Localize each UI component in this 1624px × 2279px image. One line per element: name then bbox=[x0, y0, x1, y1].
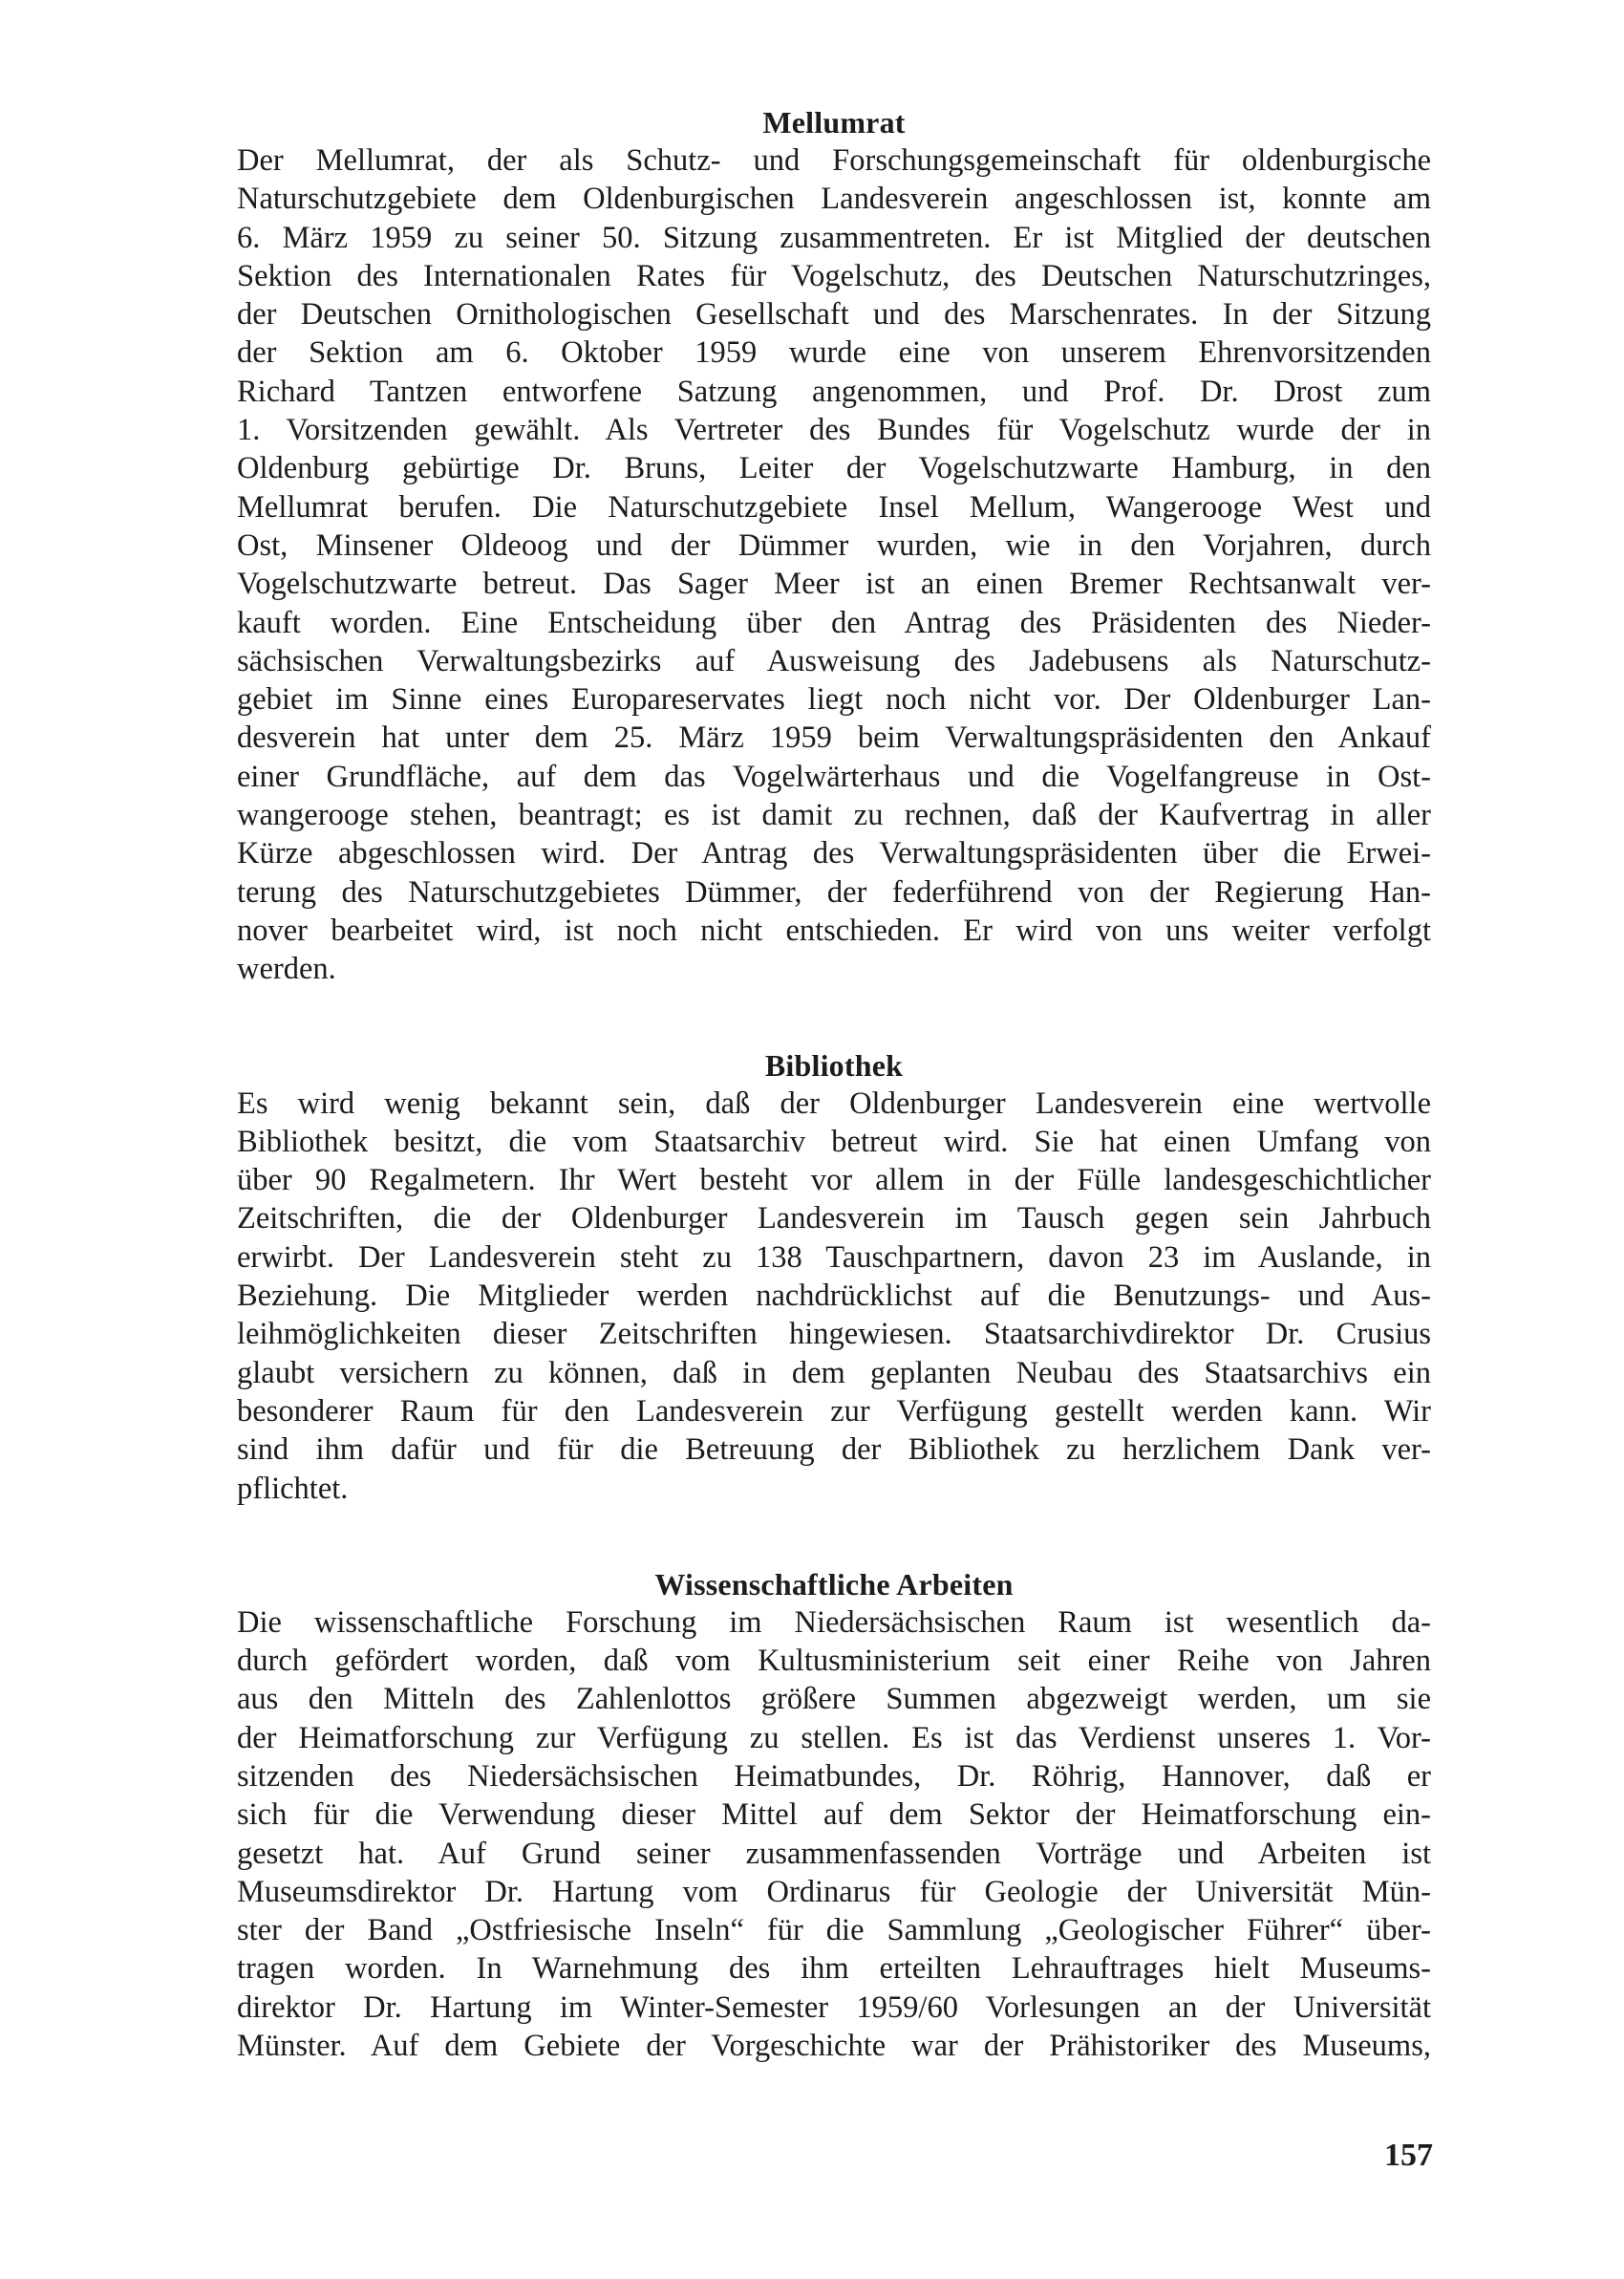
text-line: sächsischen Verwaltungsbezirks auf Ausweisung des Jadebusens als Naturschutz- bbox=[237, 643, 1431, 678]
text-line: leihmöglichkeiten dieser Zeitschriften hingewiesen. Staatsarchivdirektor Dr. Crusius bbox=[237, 1317, 1431, 1352]
text-line: der Deutschen Ornithologischen Gesellschaft und des Marschenrates. In der Sitzung bbox=[237, 297, 1431, 333]
text-line: durch gefördert worden, daß vom Kultusministerium seit einer Reihe von Jahren bbox=[237, 1644, 1431, 1679]
text-line: Kürze abgeschlossen wird. Der Antrag des Verwaltungspräsidenten über die Erwei- bbox=[237, 836, 1431, 871]
section-paragraph bbox=[237, 1603, 1431, 2066]
text-line: Bibliothek besitzt, die vom Staatsarchiv betreut wird. Sie hat einen Umfang von bbox=[237, 1124, 1431, 1159]
section-title: Mellumrat bbox=[762, 105, 906, 140]
section-paragraph bbox=[237, 141, 1431, 989]
text-line: der Heimatforschung zur Verfügung zu stellen. Es ist das Verdienst unseres 1. Vor- bbox=[237, 1720, 1431, 1755]
text-line: Die wissenschaftliche Forschung im Niedersächsischen Raum ist wesentlich da- bbox=[237, 1604, 1431, 1640]
text-line: glaubt versichern zu können, daß in dem geplanten Neubau des Staatsarchivs ein bbox=[237, 1355, 1431, 1390]
text-line: Vogelschutzwarte betreut. Das Sager Meer ist an einen Bremer Rechtsanwalt ver- bbox=[237, 567, 1431, 602]
section-mellumrat bbox=[237, 103, 1431, 989]
text-line: pflichtet. bbox=[237, 1471, 349, 1506]
text-line: direktor Dr. Hartung im Winter-Semester 1959/60 Vorlesungen an der Universität bbox=[237, 1989, 1431, 2025]
text-line: erwirbt. Der Landesverein steht zu 138 Tauschpartnern, davon 23 im Auslande, in bbox=[237, 1239, 1431, 1275]
text-line: Münster. Auf dem Gebiete der Vorgeschichte war der Prähistoriker des Museums, bbox=[237, 2029, 1431, 2064]
page-number: 157 bbox=[1384, 2138, 1433, 2173]
text-line: der Sektion am 6. Oktober 1959 wurde eine von unserem Ehrenvorsitzenden bbox=[237, 335, 1431, 371]
text-line: einer Grundfläche, auf dem das Vogelwärterhaus und die Vogelfangreuse in Ost- bbox=[237, 759, 1431, 794]
text-line: Zeitschriften, die der Oldenburger Landesverein im Tausch gegen sein Jahrbuch bbox=[237, 1201, 1431, 1236]
text-line: Beziehung. Die Mitglieder werden nachdrücklichst auf die Benutzungs- und Aus- bbox=[237, 1279, 1431, 1314]
text-line: über 90 Regalmetern. Ihr Wert besteht vor allem in der Fülle landesgeschichtlicher bbox=[237, 1163, 1431, 1198]
text-line: tragen worden. In Warnehmung des ihm erteilten Lehrauftrages hielt Museums- bbox=[237, 1951, 1431, 1987]
document-page bbox=[237, 103, 1431, 2065]
text-line: wangerooge stehen, beantragt; es ist damit zu rechnen, daß der Kaufvertrag in aller bbox=[237, 798, 1431, 833]
text-line: 6. März 1959 zu seiner 50. Sitzung zusammentreten. Er ist Mitglied der deutschen bbox=[237, 220, 1431, 255]
section-title: Bibliothek bbox=[764, 1047, 904, 1083]
section-title: Wissenschaftliche Arbeiten bbox=[654, 1566, 1014, 1602]
text-line: werden. bbox=[237, 952, 336, 987]
text-line: sind ihm dafür und für die Betreuung der Bibliothek zu herzlichem Dank ver- bbox=[237, 1432, 1431, 1468]
text-line: Der Mellumrat, der als Schutz- und Forschungsgemeinschaft für oldenburgische bbox=[237, 143, 1431, 178]
text-line: Naturschutzgebiete dem Oldenburgischen Landesverein angeschlossen ist, konnte am bbox=[237, 182, 1431, 217]
text-line: gesetzt hat. Auf Grund seiner zusammenfassenden Vorträge und Arbeiten ist bbox=[237, 1836, 1431, 1871]
section-bibliothek bbox=[237, 1046, 1431, 1508]
text-line: Richard Tantzen entworfene Satzung angenommen, und Prof. Dr. Drost zum bbox=[237, 374, 1431, 409]
text-line: Es wird wenig bekannt sein, daß der Oldenburger Landesverein eine wertvolle bbox=[237, 1086, 1431, 1121]
text-line: besonderer Raum für den Landesverein zur Verfügung gestellt werden kann. Wir bbox=[237, 1393, 1431, 1429]
text-line: Sektion des Internationalen Rates für Vogelschutz, des Deutschen Naturschutzringes, bbox=[237, 258, 1431, 293]
text-line: Ost, Minsener Oldeoog und der Dümmer wurden, wie in den Vorjahren, durch bbox=[237, 527, 1431, 563]
text-line: sitzenden des Niedersächsischen Heimatbundes, Dr. Röhrig, Hannover, daß er bbox=[237, 1758, 1431, 1794]
text-line: nover bearbeitet wird, ist noch nicht entschieden. Er wird von uns weiter verfolgt bbox=[237, 913, 1431, 948]
text-line: desverein hat unter dem 25. März 1959 beim Verwaltungspräsidenten den Ankauf bbox=[237, 720, 1431, 756]
text-line: sich für die Verwendung dieser Mittel auf dem Sektor der Heimatforschung ein- bbox=[237, 1797, 1431, 1833]
section-spacer bbox=[237, 989, 1431, 1046]
text-line: 1. Vorsitzenden gewählt. Als Vertreter des Bundes für Vogelschutz wurde der in bbox=[237, 413, 1431, 448]
section-wissenschaftliche-arbeiten bbox=[237, 1565, 1431, 2066]
text-line: ster der Band „Ostfriesische Inseln“ für die Sammlung „Geologischer Führer“ über- bbox=[237, 1913, 1431, 1948]
text-line: Museumsdirektor Dr. Hartung vom Ordinarus für Geologie der Universität Mün- bbox=[237, 1874, 1431, 1909]
text-line: kauft worden. Eine Entscheidung über den Antrag des Präsidenten des Nieder- bbox=[237, 605, 1431, 640]
text-line: aus den Mitteln des Zahlenlottos größere Summen abgezweigt werden, um sie bbox=[237, 1682, 1431, 1717]
text-line: Oldenburg gebürtige Dr. Bruns, Leiter der Vogelschutzwarte Hamburg, in den bbox=[237, 451, 1431, 486]
section-spacer bbox=[237, 1508, 1431, 1565]
text-line: Mellumrat berufen. Die Naturschutzgebiete Insel Mellum, Wangerooge West und bbox=[237, 489, 1431, 525]
text-line: gebiet im Sinne eines Europareservates liegt noch nicht vor. Der Oldenburger Lan- bbox=[237, 682, 1431, 718]
text-line: terung des Naturschutzgebietes Dümmer, der federführend von der Regierung Han- bbox=[237, 874, 1431, 910]
section-paragraph bbox=[237, 1085, 1431, 1508]
